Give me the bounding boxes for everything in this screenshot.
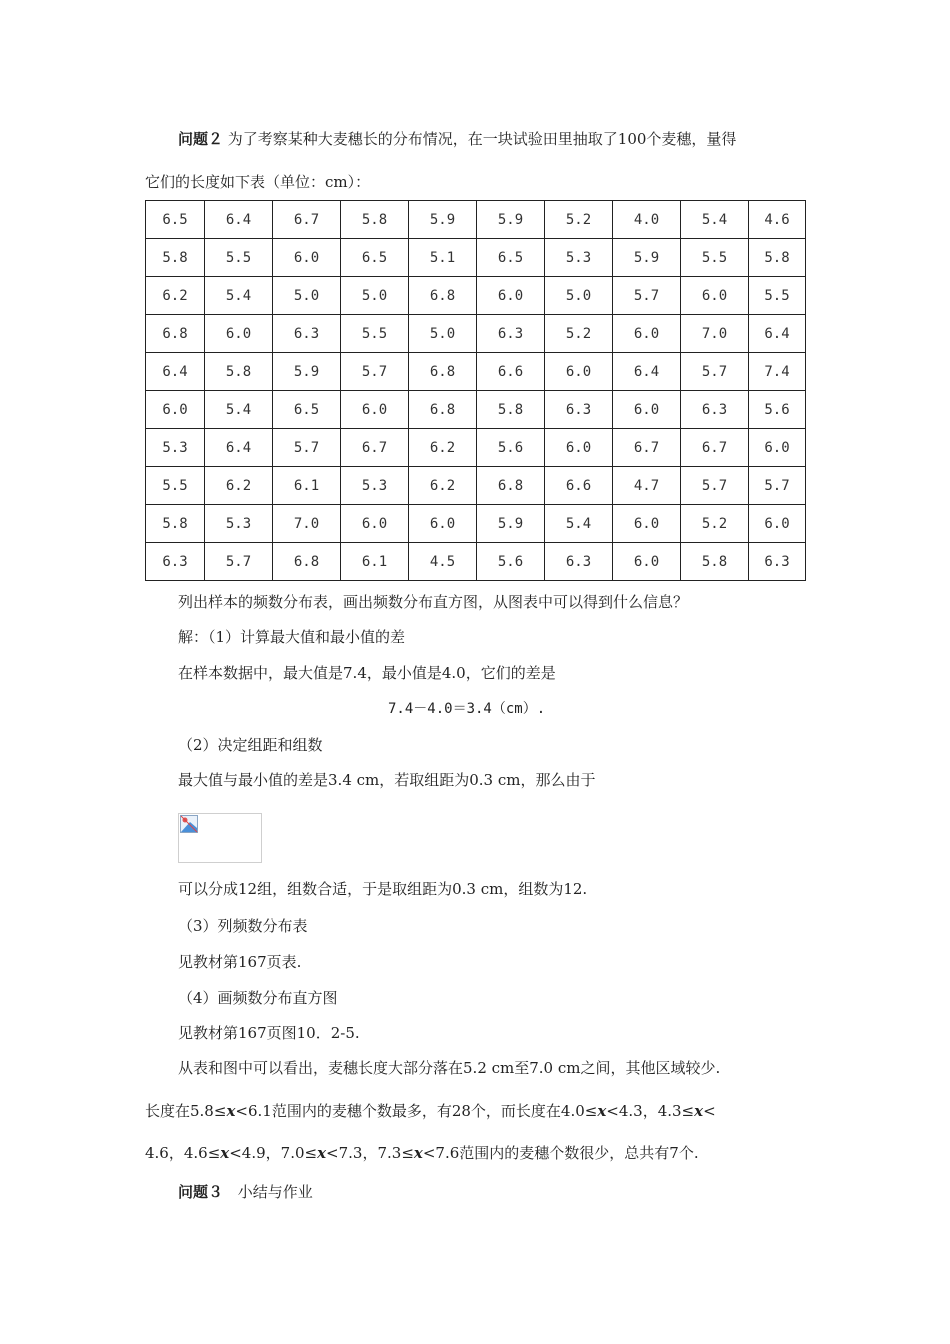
table-cell: 5.0 — [545, 277, 613, 315]
table-cell: 5.9 — [477, 505, 545, 543]
table-cell: 4.6 — [749, 201, 806, 239]
table-cell: 6.0 — [613, 391, 681, 429]
table-cell: 6.0 — [749, 429, 806, 467]
table-cell: 5.7 — [273, 429, 341, 467]
table-cell: 5.4 — [545, 505, 613, 543]
table-cell: 5.2 — [681, 505, 749, 543]
table-cell: 6.3 — [146, 543, 205, 581]
table-cell: 5.3 — [205, 505, 273, 543]
conclusion-line2-part-d: < — [703, 1102, 716, 1120]
formula-image-placeholder — [178, 813, 262, 863]
variable-x: x — [413, 1144, 423, 1162]
step1-text: 在样本数据中，最大值是7.4，最小值是4.0，它们的差是 — [178, 664, 556, 682]
variable-x: x — [694, 1102, 704, 1120]
table-cell: 5.1 — [409, 239, 477, 277]
table-cell: 5.0 — [341, 277, 409, 315]
step2-text: 最大值与最小值的差是3.4 cm，若取组距为0.3 cm，那么由于 — [178, 771, 596, 789]
table-cell: 6.8 — [409, 277, 477, 315]
table-row — [146, 353, 806, 391]
conclusion-line3-part-d: <7.6范围内的麦穗个数很少，总共有7个. — [422, 1144, 699, 1162]
table-cell: 5.4 — [205, 277, 273, 315]
table-cell: 5.9 — [477, 201, 545, 239]
table-cell: 6.0 — [613, 505, 681, 543]
table-cell: 6.5 — [477, 239, 545, 277]
step1-title: 解：（1）计算最大值和最小值的差 — [178, 628, 406, 646]
table-cell: 6.0 — [273, 239, 341, 277]
table-cell: 5.7 — [205, 543, 273, 581]
problem2-text: 为了考察某种大麦穗长的分布情况，在一块试验田里抽取了100个麦穗，量得 — [227, 130, 737, 148]
conclusion-line2-part-a: 长度在5.8≤ — [145, 1102, 227, 1120]
problem3-line — [178, 1181, 313, 1202]
table-cell: 5.0 — [409, 315, 477, 353]
table-cell: 5.5 — [341, 315, 409, 353]
variable-x: x — [220, 1144, 230, 1162]
table-cell: 6.2 — [205, 467, 273, 505]
table-cell: 6.5 — [341, 239, 409, 277]
step2-result: 可以分成12组，组数合适，于是取组距为0.3 cm，组数为12. — [178, 880, 588, 898]
table-row — [146, 277, 806, 315]
table-cell: 6.0 — [681, 277, 749, 315]
problem2-line1 — [178, 128, 736, 149]
table-cell: 6.2 — [409, 429, 477, 467]
table-cell: 5.9 — [273, 353, 341, 391]
variable-x: x — [317, 1144, 327, 1162]
table-cell: 6.4 — [205, 429, 273, 467]
table-cell: 4.0 — [613, 201, 681, 239]
table-row — [146, 239, 806, 277]
step4-title: （4）画频数分布直方图 — [178, 989, 338, 1007]
table-cell: 6.2 — [409, 467, 477, 505]
conclusion-line3-part-c: <7.3，7.3≤ — [326, 1144, 414, 1162]
table-cell: 5.8 — [341, 201, 409, 239]
table-row — [146, 315, 806, 353]
table-cell: 5.8 — [146, 505, 205, 543]
table-cell: 7.0 — [681, 315, 749, 353]
table-cell: 5.6 — [477, 543, 545, 581]
table-cell: 4.7 — [613, 467, 681, 505]
table-cell: 5.4 — [205, 391, 273, 429]
table-cell: 5.2 — [545, 201, 613, 239]
table-row — [146, 505, 806, 543]
broken-image-icon — [180, 815, 198, 833]
step3-title: （3）列频数分布表 — [178, 917, 308, 935]
table-cell: 6.8 — [409, 353, 477, 391]
table-cell: 5.7 — [681, 353, 749, 391]
table-cell: 6.0 — [409, 505, 477, 543]
table-cell: 6.1 — [273, 467, 341, 505]
conclusion-line3-part-b: <4.9，7.0≤ — [229, 1144, 318, 1162]
table-cell: 6.3 — [545, 543, 613, 581]
table-row — [146, 391, 806, 429]
table-cell: 6.0 — [749, 505, 806, 543]
table-cell: 5.2 — [545, 315, 613, 353]
table-cell: 5.8 — [749, 239, 806, 277]
table-cell: 6.3 — [749, 543, 806, 581]
conclusion-line2-part-c: <4.3，4.3≤ — [606, 1102, 695, 1120]
table-cell: 5.3 — [545, 239, 613, 277]
problem2-line2: 它们的长度如下表（单位：cm）： — [145, 173, 371, 191]
table-cell: 6.0 — [545, 429, 613, 467]
conclusion-line2-part-b: <6.1范围内的麦穗个数最多，有28个，而长度在4.0≤ — [235, 1102, 598, 1120]
conclusion-line1: 从表和图中可以看出，麦穗长度大部分落在5.2 cm至7.0 cm之间，其他区域较少. — [178, 1059, 721, 1077]
variable-x: x — [226, 1102, 236, 1120]
table-cell: 5.7 — [749, 467, 806, 505]
table-cell: 6.0 — [205, 315, 273, 353]
variable-x: x — [597, 1102, 607, 1120]
table-cell: 6.0 — [341, 505, 409, 543]
table-cell: 6.4 — [146, 353, 205, 391]
table-cell: 5.8 — [146, 239, 205, 277]
table-cell: 5.6 — [749, 391, 806, 429]
table-cell: 6.8 — [409, 391, 477, 429]
table-cell: 5.5 — [146, 467, 205, 505]
table-cell: 5.5 — [749, 277, 806, 315]
table-cell: 6.0 — [545, 353, 613, 391]
table-row — [146, 429, 806, 467]
step3-text: 见教材第167页表. — [178, 953, 302, 971]
table-cell: 5.8 — [205, 353, 273, 391]
problem2-label: 问题２ — [178, 130, 224, 148]
table-cell: 5.7 — [681, 467, 749, 505]
table-cell: 5.5 — [681, 239, 749, 277]
table-cell: 6.3 — [273, 315, 341, 353]
table-cell: 5.8 — [477, 391, 545, 429]
table-cell: 6.8 — [477, 467, 545, 505]
table-cell: 6.0 — [613, 543, 681, 581]
table-cell: 6.5 — [146, 201, 205, 239]
table-cell: 6.7 — [341, 429, 409, 467]
table-cell: 7.4 — [749, 353, 806, 391]
table-row — [146, 467, 806, 505]
table-cell: 6.4 — [613, 353, 681, 391]
table-cell: 6.3 — [477, 315, 545, 353]
wheat-length-table — [145, 200, 806, 581]
task-text: 列出样本的频数分布表，画出频数分布直方图，从图表中可以得到什么信息？ — [178, 593, 689, 611]
table-cell: 6.5 — [273, 391, 341, 429]
table-cell: 6.0 — [146, 391, 205, 429]
table-cell: 5.4 — [681, 201, 749, 239]
table-cell: 6.8 — [273, 543, 341, 581]
table-cell: 7.0 — [273, 505, 341, 543]
table-row — [146, 543, 806, 581]
table-cell: 6.1 — [341, 543, 409, 581]
table-cell: 5.0 — [273, 277, 341, 315]
table-cell: 6.0 — [477, 277, 545, 315]
table-cell: 5.5 — [205, 239, 273, 277]
step2-title: （2）决定组距和组数 — [178, 736, 323, 754]
table-cell: 6.3 — [545, 391, 613, 429]
table-cell: 6.6 — [545, 467, 613, 505]
table-cell: 6.4 — [205, 201, 273, 239]
table-cell: 6.0 — [613, 315, 681, 353]
table-cell: 5.6 — [477, 429, 545, 467]
table-cell: 6.7 — [273, 201, 341, 239]
problem3-label: 问题３ — [178, 1183, 224, 1201]
table-row — [146, 201, 806, 239]
step1-formula: 7.4－4.0＝3.4（cm）. — [388, 701, 546, 717]
table-cell: 6.7 — [613, 429, 681, 467]
table-cell: 6.4 — [749, 315, 806, 353]
problem3-text: 小结与作业 — [237, 1183, 313, 1201]
table-cell: 6.6 — [477, 353, 545, 391]
table-cell: 6.2 — [146, 277, 205, 315]
table-cell: 5.3 — [146, 429, 205, 467]
table-cell: 6.0 — [341, 391, 409, 429]
table-cell: 4.5 — [409, 543, 477, 581]
step4-text: 见教材第167页图10．2-5. — [178, 1024, 360, 1042]
table-cell: 5.8 — [681, 543, 749, 581]
table-cell: 5.3 — [341, 467, 409, 505]
conclusion-line3 — [145, 1142, 699, 1163]
table-cell: 5.7 — [341, 353, 409, 391]
table-cell: 6.7 — [681, 429, 749, 467]
conclusion-line3-part-a: 4.6，4.6≤ — [145, 1144, 221, 1162]
table-cell: 5.9 — [613, 239, 681, 277]
table-cell: 5.9 — [409, 201, 477, 239]
table-cell: 6.3 — [681, 391, 749, 429]
table-cell: 5.7 — [613, 277, 681, 315]
table-cell: 6.8 — [146, 315, 205, 353]
conclusion-line2 — [145, 1100, 716, 1121]
